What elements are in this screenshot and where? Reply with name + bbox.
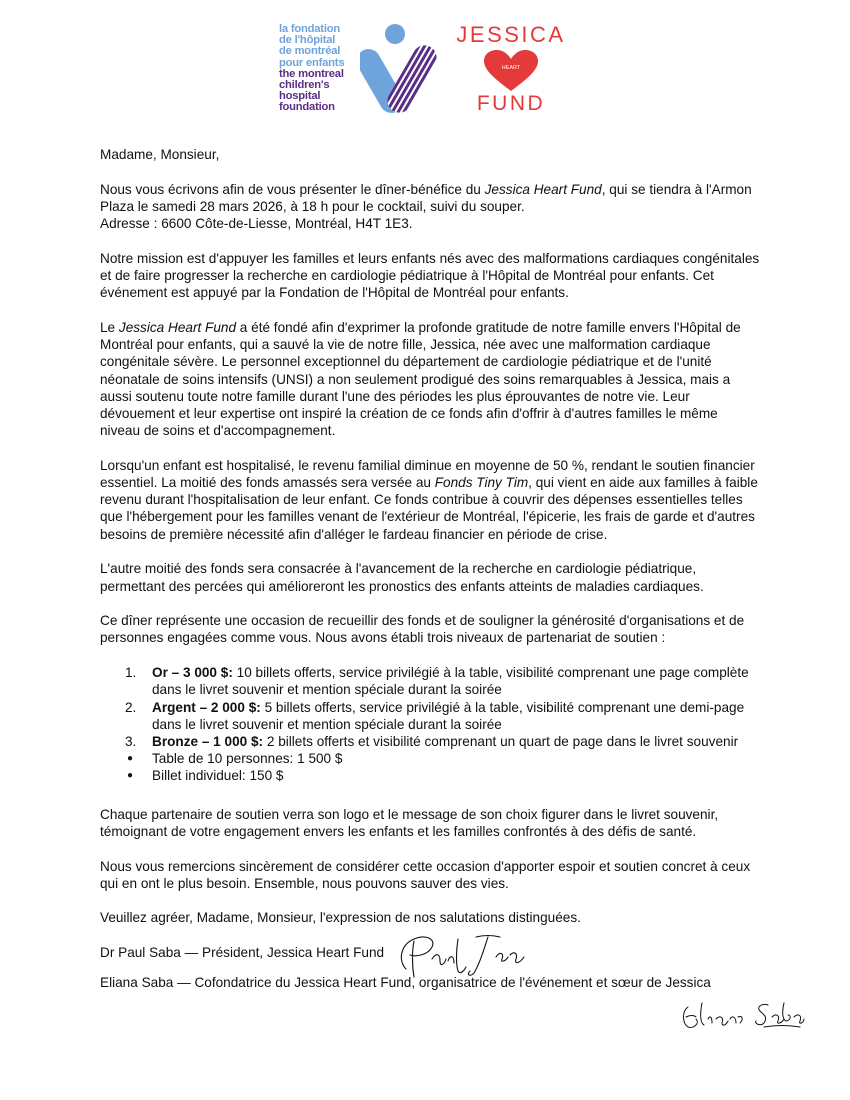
letter-body bbox=[100, 146, 760, 1009]
event-address: Adresse : 6600 Côte-de-Liesse, Montréal, H4T 1E3. bbox=[100, 216, 413, 232]
paragraph-intro bbox=[100, 181, 760, 233]
text-run: , qui vient en aide aux familles à faible revenu durant l'hospitalisation de leur enfant. Ce fonds contribue à couvrir des dépenses essentielles telles que l'hébergement pour les familles venant de l'extérieur de Montréal, l'épicerie, les frais de garde et d'autres besoins de première nécessité afin d'alléger le fardeau financier en période de crise. bbox=[100, 475, 758, 542]
tier-item bbox=[100, 664, 760, 698]
text-run: Lorsqu'un enfant est hospitalisé, le revenu familial diminue en moyenne de 50 %, rendant le soutien financier essentiel. La moitié des fonds amassés sera versée au bbox=[100, 457, 755, 491]
signature-eliana-saba bbox=[676, 997, 806, 1033]
paragraph-tiny-tim bbox=[100, 457, 760, 543]
bullet-item bbox=[100, 767, 760, 784]
foundation-name-fr-line: pour enfants bbox=[279, 56, 345, 69]
heart-icon bbox=[482, 49, 540, 93]
signatory-paul: Dr Paul Saba — Président, Jessica Heart Fund bbox=[100, 945, 385, 961]
foundation-x-logo-icon bbox=[360, 22, 438, 118]
bullet-text: Billet individuel: 150 $ bbox=[152, 768, 284, 784]
foundation-name-fr-line: de l'hôpital bbox=[279, 34, 336, 47]
tier-number: 1. bbox=[125, 665, 137, 681]
fund-title: FUND bbox=[476, 92, 546, 115]
foundation-wordmark bbox=[279, 24, 359, 114]
closing: Veuillez agréer, Madame, Monsieur, l'expression de nos salutations distinguées. bbox=[100, 910, 581, 926]
tier-item bbox=[100, 699, 760, 733]
tier-description: 10 billets offerts, service privilégié à la table, visibilité comprenant une page complète dans le livret souvenir et mention spéciale durant la soirée bbox=[152, 665, 749, 698]
bullet-item bbox=[100, 750, 760, 767]
foundation-name-en-line: hospital bbox=[279, 90, 321, 103]
jessica-title: JESSICA bbox=[456, 22, 566, 47]
signature-paul-saba bbox=[392, 931, 532, 983]
tiny-tim-italic: Fonds Tiny Tim bbox=[434, 475, 529, 491]
paragraph-history bbox=[100, 319, 760, 439]
letterhead bbox=[0, 18, 850, 123]
signatory-eliana: Eliana Saba — Cofondatrice du Jessica Heart Fund, organisatrice de l'événement et sœur de Jessica bbox=[100, 975, 711, 991]
tier-number: 3. bbox=[125, 733, 137, 749]
tier-item bbox=[100, 733, 760, 750]
tier-label: Argent – 2 000 $: bbox=[152, 699, 261, 715]
foundation-name-fr-line: la fondation bbox=[279, 23, 340, 35]
paragraph-mission: Notre mission est d'appuyer les familles et leurs enfants nés avec des malformations cardiaques congénitales et de faire progresser la recherche en cardiologie pédiatrique à l'Hôpital de Montréal pour enfants. Cet événement est appuyé par la Fondation de l'Hôpital de Montréal pour enfants. bbox=[100, 250, 760, 301]
bullet-dot-icon: ● bbox=[127, 753, 134, 765]
paragraph-visibility: Chaque partenaire de soutien verra son logo et le message de son choix figurer dans le livret souvenir, témoignant de votre engagement envers les enfants et les familles confrontés à des défis de santé. bbox=[100, 806, 719, 839]
paragraph-research: L'autre moitié des fonds sera consacrée à l'avancement de la recherche en cardiologie pédiatrique, permettant des percées qui amélioreront les pronostics des enfants atteints de maladies cardiaques. bbox=[100, 561, 704, 594]
foundation-name-en-line: the montreal bbox=[279, 67, 344, 80]
fund-name-italic: Jessica Heart Fund bbox=[118, 319, 237, 335]
jessica-heart-fund-logo bbox=[452, 22, 570, 122]
bullet-dot-icon: ● bbox=[127, 770, 134, 782]
heart-label: HEART bbox=[501, 65, 521, 71]
tier-label: Bronze – 1 000 $: bbox=[152, 733, 264, 749]
foundation-name-fr-line: de montréal bbox=[279, 45, 341, 58]
paragraph-thanks: Nous vous remercions sincèrement de considérer cette occasion d'apporter espoir et soutien concret à ceux qui en ont le plus besoin. Ensemble, nous pouvons sauver des vies. bbox=[100, 858, 751, 891]
text-run: Nous vous écrivons afin de vous présenter le dîner-bénéfice du bbox=[100, 181, 485, 197]
bullet-text: Table de 10 personnes: 1 500 $ bbox=[152, 751, 343, 767]
tier-number: 2. bbox=[125, 699, 137, 715]
paragraph-partnership: Ce dîner représente une occasion de recueillir des fonds et de souligner la générosité d'organisations et de personnes engagées comme vous. Nous avons établi trois niveaux de partenariat de soutien : bbox=[100, 613, 745, 646]
foundation-name-en-line: children's bbox=[279, 79, 330, 92]
partnership-tiers bbox=[100, 664, 760, 784]
tier-description: 2 billets offerts et visibilité comprenant un quart de page dans le livret souvenir bbox=[263, 733, 739, 749]
tier-label: Or – 3 000 $: bbox=[152, 665, 233, 681]
salutation: Madame, Monsieur, bbox=[100, 147, 220, 162]
text-run: Le bbox=[100, 319, 119, 335]
text-run: , qui se tiendra à l'Armon Plaza le samedi 28 mars 2026, à 18 h pour le cocktail, suivi du souper. bbox=[100, 181, 752, 214]
tier-description: 5 billets offerts, service privilégié à la table, visibilité comprenant une demi-page dans le livret souvenir et mention spéciale durant la soirée bbox=[152, 699, 745, 732]
text-run: a été fondé afin d'exprimer la profonde gratitude de notre famille envers l'Hôpital de Montréal pour enfants, qui a sauvé la vie de notre fille, Jessica, née avec une malformation cardiaque congénitale sévère. Le personnel exceptionnel du département de cardiologie pédiatrique et de l'unité néonatale de soins intensifs (UNSI) a non seulement prodigué des soins remarquables à Jessica, mais a aussi soutenu toute notre famille durant l'une des périodes les plus éprouvantes de notre vie. Leur dévouement et leur expertise ont inspiré la création de ce fonds afin d'offrir à d'autres familles le même niveau de soins et d'accompagnement. bbox=[100, 319, 741, 439]
fund-name-italic: Jessica Heart Fund bbox=[484, 181, 602, 197]
foundation-name-en-line: foundation bbox=[279, 101, 335, 114]
